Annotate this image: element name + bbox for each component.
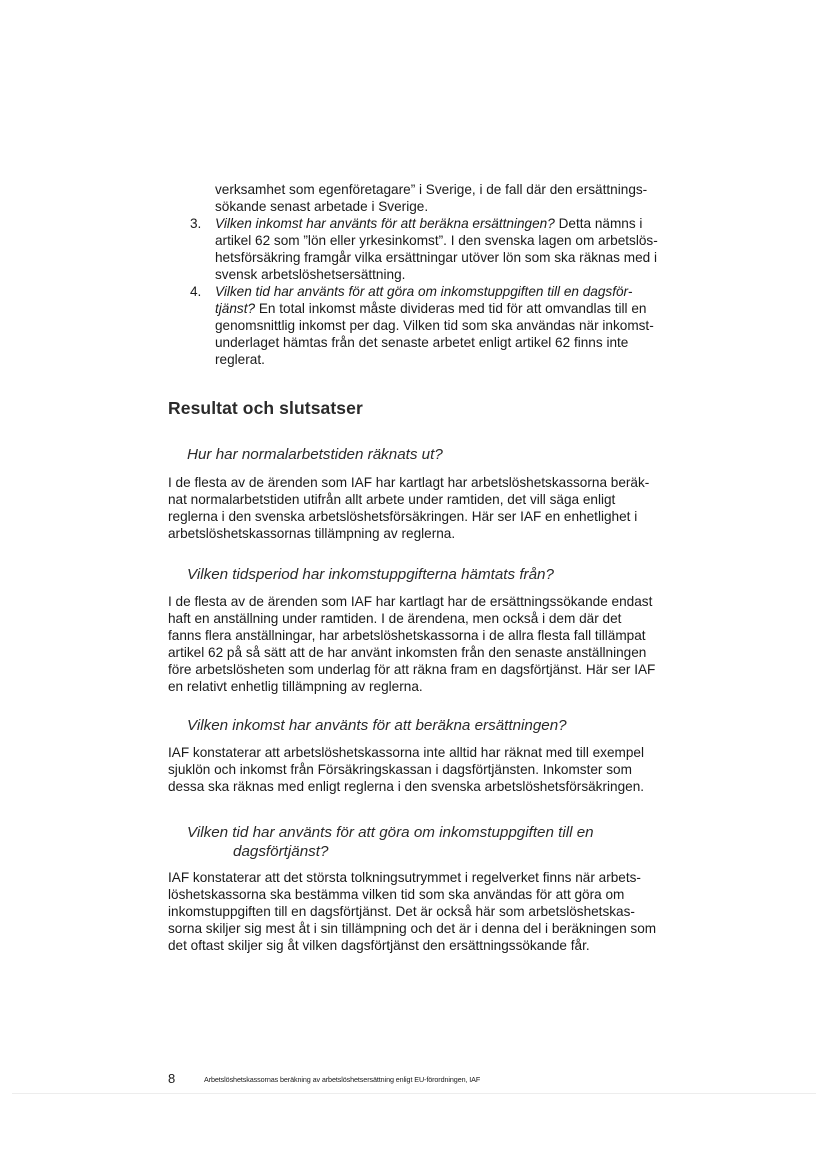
list-item-3 <box>190 215 710 283</box>
subsection-dagsfortjanst <box>168 823 703 954</box>
list-text: Detta nämns i <box>554 216 643 231</box>
paragraph-line: det oftast skiljer sig åt vilken dagsförtjänst den ersättningssökande får. <box>168 938 590 953</box>
list-text-line: artikel 62 som ”lön eller yrkesinkomst”. I den svenska lagen om arbetslös- <box>215 233 658 248</box>
list-text-line <box>215 283 710 300</box>
list-text-line: hetsförsäkring framgår vilka ersättningar utöver lön som ska räknas med i <box>215 250 657 265</box>
paragraph <box>168 474 703 542</box>
footer-text: Arbetslöshetskassornas beräkning av arbetslöshetsersättning enligt EU-förordningen, IAF <box>204 1075 481 1084</box>
paragraph-line: inkomstuppgiften till en dagsförtjänst. Det är också här som arbetslöshetskas- <box>168 904 635 919</box>
subsection-title: Vilken tidsperiod har inkomstuppgifterna hämtats från? <box>187 566 554 583</box>
paragraph-line: reglerna i den svenska arbetslöshetsförsäkringen. Här ser IAF en enhetlighet i <box>168 509 638 524</box>
paragraph <box>168 869 703 954</box>
list-item-continuation <box>190 181 710 215</box>
paragraph <box>168 593 703 695</box>
list-text: En total inkomst måste divideras med tid för att omvandlas till en <box>255 301 647 316</box>
paragraph-line: löshetskassorna ska bestämma vilken tid som ska användas för att göra om <box>168 887 625 902</box>
subsection-title <box>168 823 703 861</box>
list-text-line <box>215 215 710 232</box>
list-question: tjänst? <box>215 301 256 316</box>
paragraph-line: IAF konstaterar att arbetslöshetskassorna inte alltid har räknat med till exempel <box>168 745 645 760</box>
paragraph-line: IAF konstaterar att det största tolkningsutrymmet i regelverket finns när arbets- <box>168 870 641 885</box>
list-question: Vilken inkomst har använts för att beräkna ersättningen? <box>215 216 555 231</box>
paragraph-line: nat normalarbetstiden utifrån allt arbete under ramtiden, det vill säga enligt <box>168 492 616 507</box>
paragraph-line: I de flesta av de ärenden som IAF har kartlagt har de ersättningssökande endast <box>168 594 653 609</box>
paragraph-line: före arbetslösheten som underlag för att räkna fram en dagsförtjänst. Här ser IAF <box>168 662 656 677</box>
list-item-4 <box>190 283 710 368</box>
list-text-line: genomsnittlig inkomst per dag. Vilken tid som ska användas när inkomst- <box>215 318 654 333</box>
subsection-title: Hur har normalarbetstiden räknats ut? <box>187 446 443 463</box>
paragraph <box>168 744 703 795</box>
paragraph-line: sjuklön och inkomst från Försäkringskassan i dagsförtjänsten. Inkomster som <box>168 762 632 777</box>
paragraph-line: I de flesta av de ärenden som IAF har kartlagt har arbetslöshetskassorna beräk- <box>168 475 650 490</box>
list-text-line: reglerat. <box>215 352 265 367</box>
subsection-title-line: dagsförtjänst? <box>233 843 329 860</box>
section-heading: Resultat och slutsatser <box>168 398 363 418</box>
paragraph-line: dessa ska räknas med enligt reglerna i den svenska arbetslöshetsförsäkringen. <box>168 779 645 794</box>
page-number: 8 <box>168 1071 176 1086</box>
list-text-line <box>215 300 710 317</box>
footer-divider <box>12 1093 816 1094</box>
paragraph-line: artikel 62 på så sätt att de har använt inkomsten från den senaste anställningen <box>168 645 647 660</box>
subsection-title: Vilken inkomst har använts för att beräkna ersättningen? <box>187 717 567 734</box>
list-text-line: sökande senast arbetade i Sverige. <box>215 199 429 214</box>
subsection-inkomst <box>168 716 703 795</box>
list-text-line: svensk arbetslöshetsersättning. <box>215 267 406 282</box>
subsection-tidsperiod <box>168 565 703 695</box>
subsection-normalarbetstid <box>168 445 703 542</box>
list-text-line: verksamhet som egenföretagare” i Sverige, i de fall där den ersättnings- <box>215 182 648 197</box>
numbered-list <box>190 181 710 368</box>
paragraph-line: sorna skiljer sig mest åt i sin tillämpning och det är i denna del i beräkningen som <box>168 921 657 936</box>
list-text-line: underlaget hämtas från det senaste arbetet enligt artikel 62 finns inte <box>215 335 629 350</box>
list-number: 4. <box>190 284 202 299</box>
paragraph-line: haft en anställning under ramtiden. I de ärendena, men också i dem där det <box>168 611 622 626</box>
list-question: Vilken tid har använts för att göra om inkomstuppgiften till en dagsför- <box>215 284 633 299</box>
paragraph-line: fanns flera anställningar, har arbetslöshetskassorna i de allra flesta fall tillämpat <box>168 628 646 643</box>
paragraph-line: en relativt enhetlig tillämpning av reglerna. <box>168 679 423 694</box>
page-footer <box>168 1071 480 1086</box>
subsection-title-line: Vilken tid har använts för att göra om inkomstuppgiften till en <box>187 824 594 841</box>
paragraph-line: arbetslöshetskassornas tillämpning av reglerna. <box>168 526 456 541</box>
list-number: 3. <box>190 216 202 231</box>
